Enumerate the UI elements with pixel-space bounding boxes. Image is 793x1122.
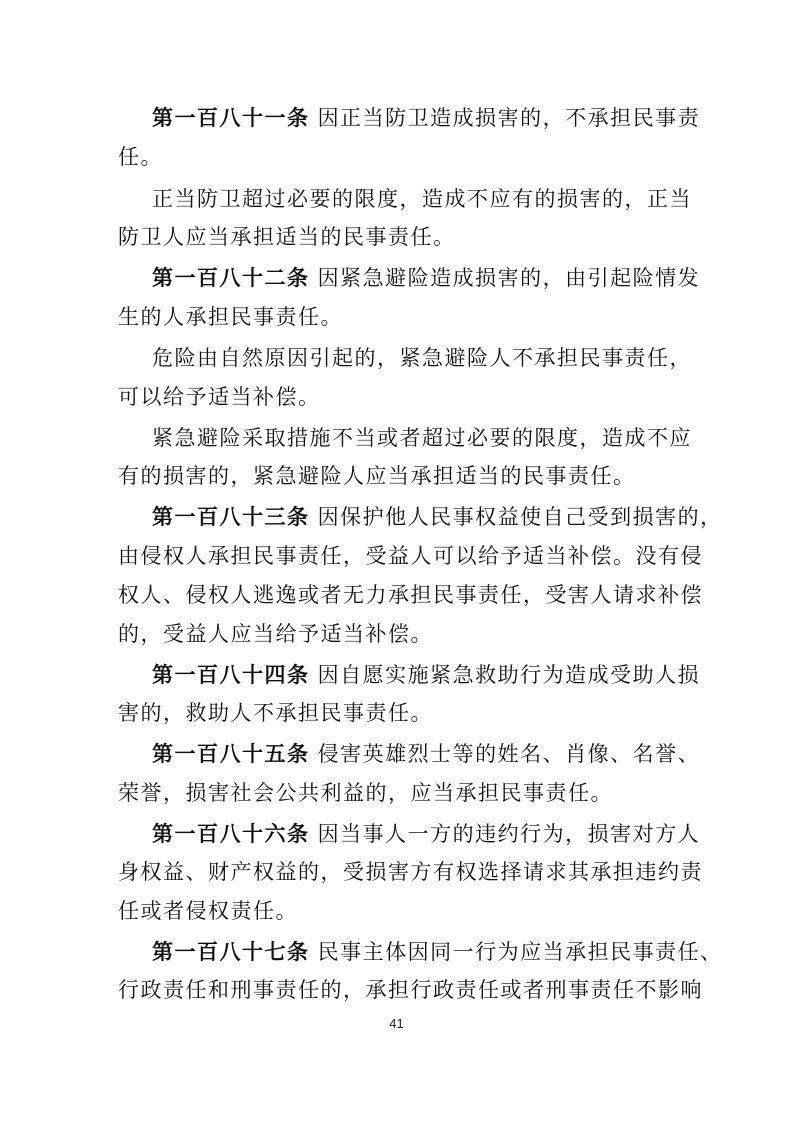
- text-line: 防卫人应当承担适当的民事责任。: [118, 225, 456, 249]
- text-line: [152, 937, 723, 967]
- text-line: 害的，救助人不承担民事责任。: [118, 701, 433, 725]
- article-title: 第一百八十七条: [152, 940, 310, 964]
- text-line: 任或者侵权责任。: [118, 899, 298, 923]
- article-text: 侵害英雄烈士等的姓名、肖像、名誉、: [309, 742, 701, 766]
- text-line: 正当防卫超过必要的限度，造成不应有的损害的，正当: [152, 187, 692, 211]
- text-line: 的，受益人应当给予适当补偿。: [118, 622, 433, 646]
- article-text: 因正当防卫造成损害的，不承担民事责: [309, 106, 701, 130]
- article-title: 第一百八十五条: [152, 742, 310, 766]
- text-line: 危险由自然原因引起的，紧急避险人不承担民事责任，: [152, 346, 692, 370]
- text-line: 行政责任和刑事责任的，承担行政责任或者刑事责任不影响: [118, 978, 703, 1002]
- article-text: 因紧急避险造成损害的，由引起险情发: [309, 266, 701, 290]
- article-text: 民事主体因同一行为应当承担民事责任、: [309, 940, 723, 964]
- text-line: [152, 819, 700, 849]
- article-text: 因自愿实施紧急救助行为造成受助人损: [309, 663, 701, 687]
- text-line: 有的损害的，紧急避险人应当承担适当的民事责任。: [118, 464, 636, 488]
- text-line: [152, 502, 723, 532]
- article-title: 第一百八十三条: [152, 505, 310, 529]
- text-line: [152, 263, 700, 293]
- article-title: 第一百八十六条: [152, 822, 310, 846]
- text-line: [152, 660, 700, 690]
- text-line: 生的人承担民事责任。: [118, 305, 343, 329]
- page-number: 41: [389, 1016, 404, 1031]
- article-title: 第一百八十一条: [152, 106, 310, 130]
- text-line: 任。: [118, 145, 163, 169]
- text-line: 权人、侵权人逃逸或者无力承担民事责任，受害人请求补偿: [118, 583, 703, 607]
- article-text: 因当事人一方的违约行为，损害对方人: [309, 822, 701, 846]
- article-title: 第一百八十二条: [152, 266, 310, 290]
- text-line: 紧急避险采取措施不当或者超过必要的限度，造成不应: [152, 426, 692, 450]
- article-text: 因保护他人民事权益使自己受到损害的，: [309, 505, 723, 529]
- text-line: 由侵权人承担民事责任，受益人可以给予适当补偿。没有侵: [118, 544, 703, 568]
- text-line: [152, 739, 700, 769]
- text-line: 荣誉，损害社会公共利益的，应当承担民事责任。: [118, 781, 613, 805]
- article-title: 第一百八十四条: [152, 663, 310, 687]
- text-line: 身权益、财产权益的，受损害方有权选择请求其承担违约责: [118, 860, 703, 884]
- text-line: 可以给予适当补偿。: [118, 385, 321, 409]
- text-line: [152, 103, 700, 133]
